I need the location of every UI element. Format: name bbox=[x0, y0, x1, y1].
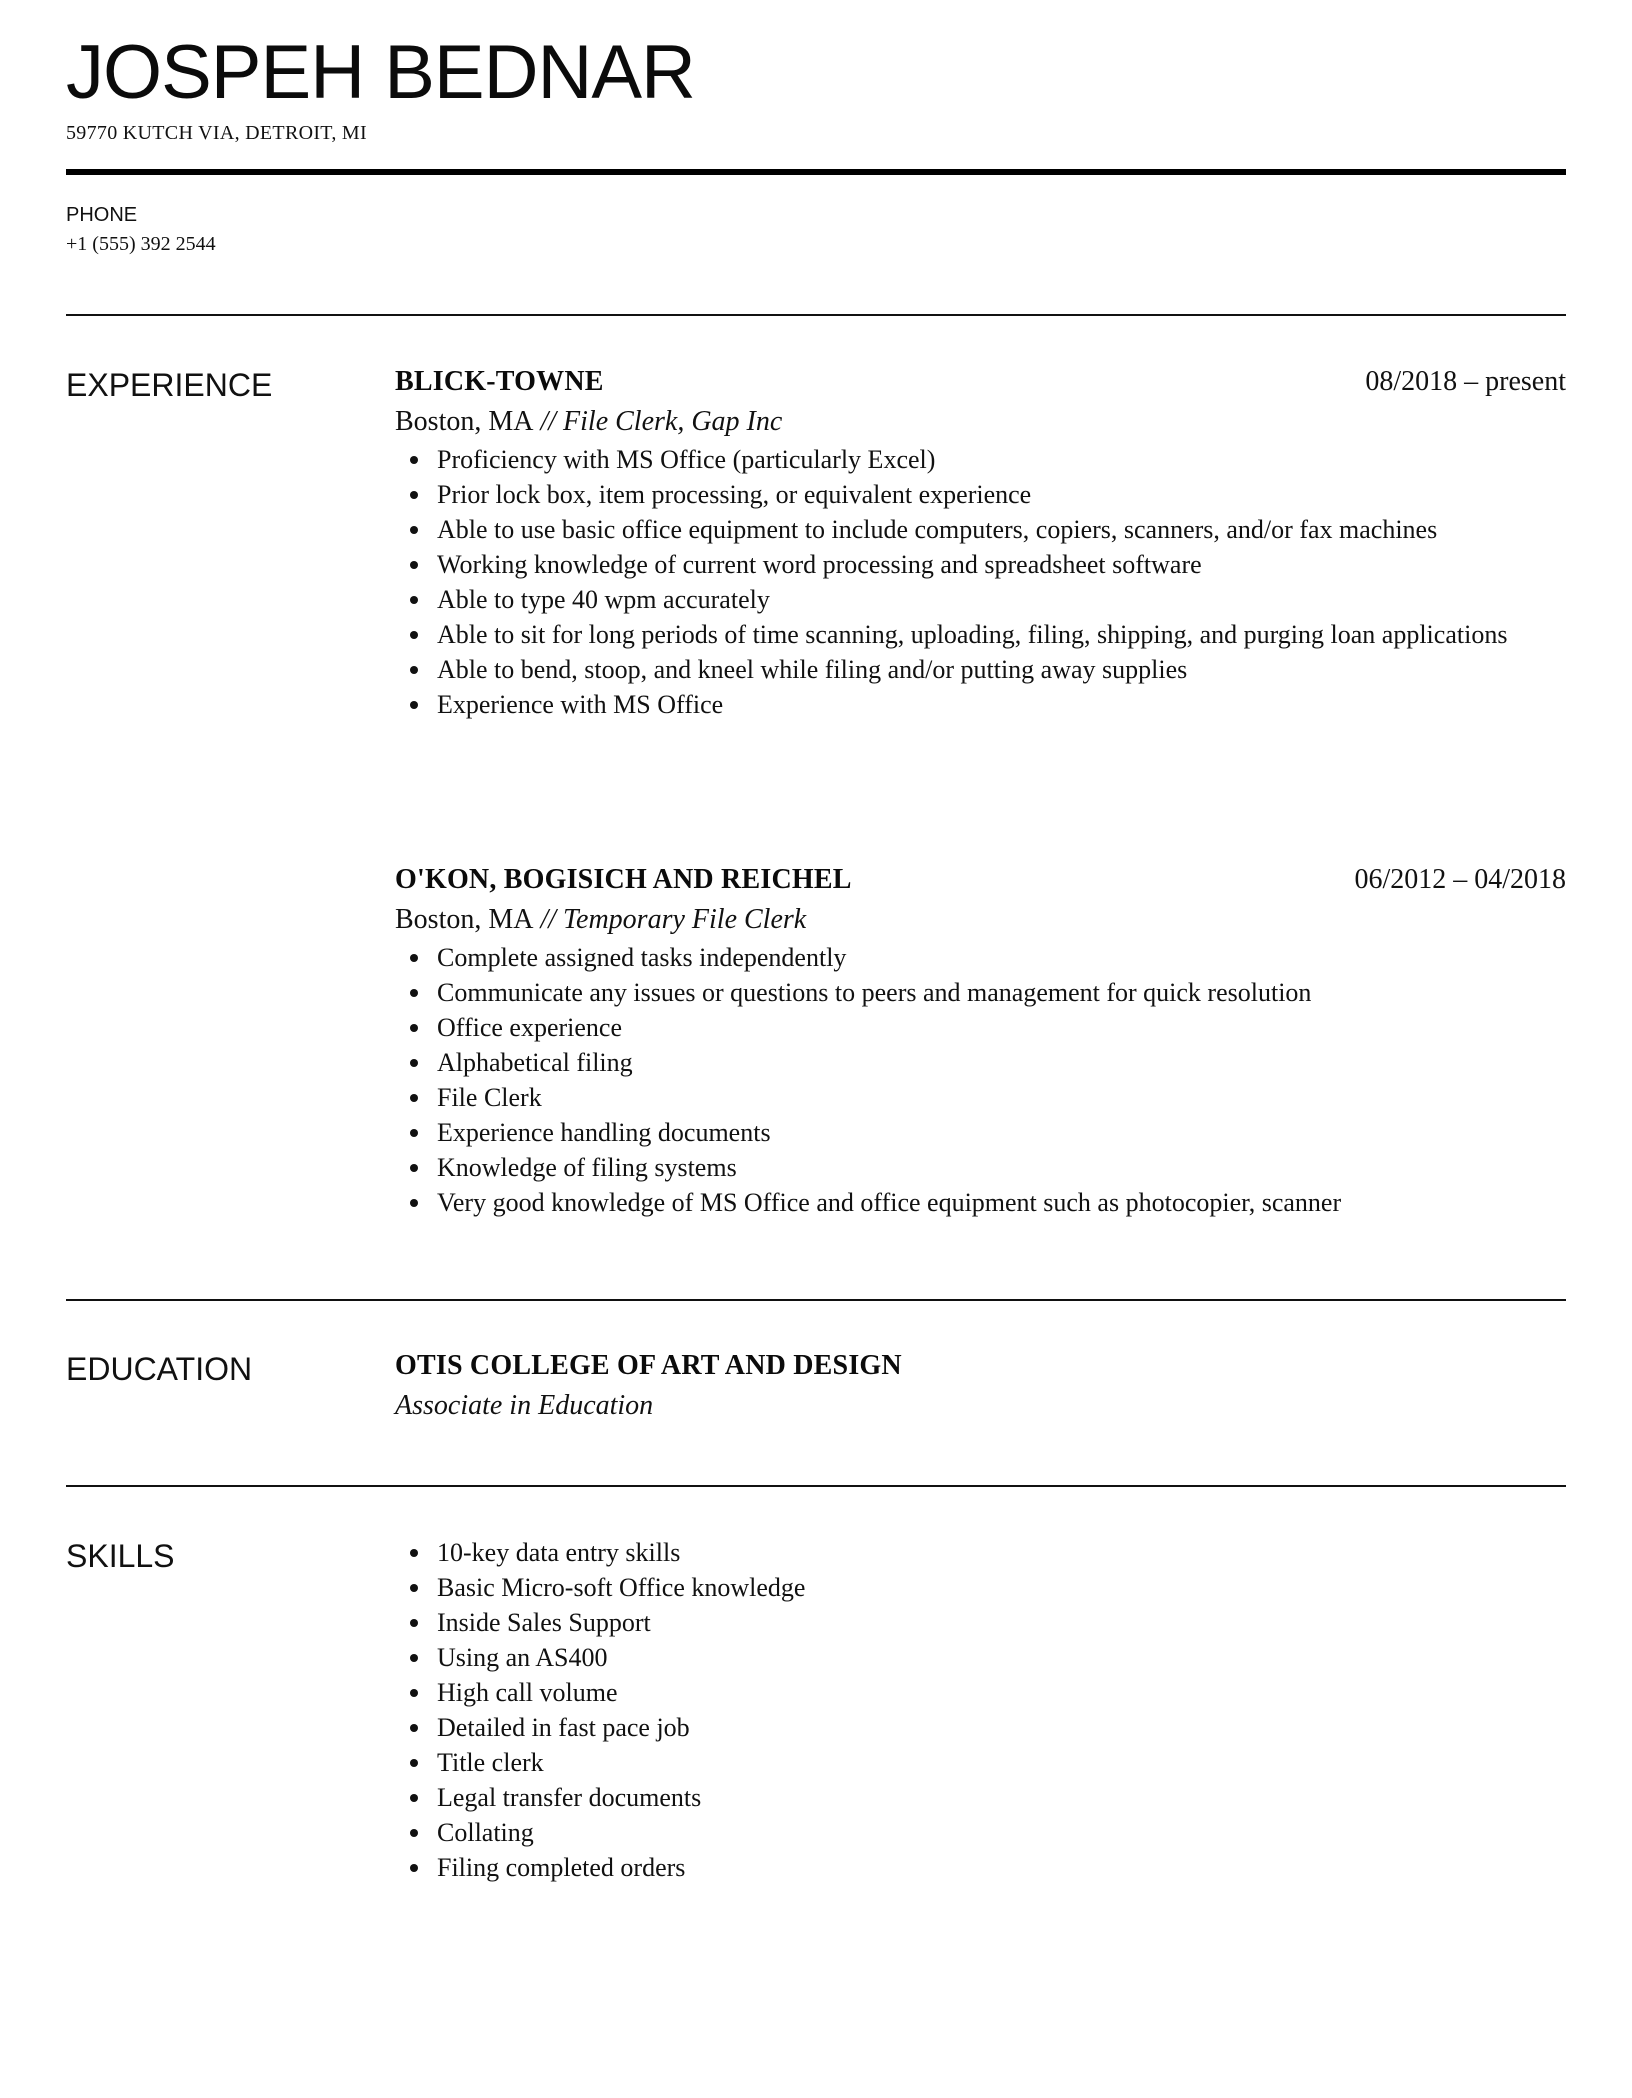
list-item: Detailed in fast pace job bbox=[395, 1710, 1597, 1745]
job-responsibilities bbox=[395, 940, 1566, 1220]
job-entry-2 bbox=[395, 860, 1566, 1220]
list-item: Basic Micro-soft Office knowledge bbox=[395, 1570, 1597, 1605]
bullet-icon bbox=[410, 1759, 418, 1767]
list-item: File Clerk bbox=[395, 1080, 1597, 1115]
bullet-icon bbox=[410, 456, 418, 464]
header-divider bbox=[66, 169, 1566, 175]
bullet-icon bbox=[410, 1024, 418, 1032]
bullet-icon bbox=[410, 1829, 418, 1837]
bullet-icon bbox=[410, 1164, 418, 1172]
bullet-icon bbox=[410, 1549, 418, 1557]
job-dates: 06/2012 – 04/2018 bbox=[1354, 864, 1566, 895]
job-location: Boston, MA bbox=[395, 904, 534, 935]
job-separator: // bbox=[533, 406, 564, 437]
bullet-icon bbox=[410, 701, 418, 709]
bullet-icon bbox=[410, 954, 418, 962]
job-location-title bbox=[395, 900, 1566, 940]
list-item: Complete assigned tasks independently bbox=[395, 940, 1597, 975]
job-responsibilities bbox=[395, 442, 1566, 722]
list-item: Knowledge of filing systems bbox=[395, 1150, 1597, 1185]
job-separator: // bbox=[533, 904, 564, 935]
company-name: BLICK-TOWNE bbox=[395, 366, 604, 397]
bullet-icon bbox=[410, 1724, 418, 1732]
list-item: 10-key data entry skills bbox=[395, 1535, 1597, 1570]
list-item: Collating bbox=[395, 1815, 1597, 1850]
list-item: Proficiency with MS Office (particularly Excel) bbox=[395, 442, 1597, 477]
job-title: File Clerk, Gap Inc bbox=[563, 406, 783, 437]
skills-list bbox=[395, 1535, 1566, 1885]
job-dates: 08/2018 – present bbox=[1365, 366, 1566, 397]
bullet-icon bbox=[410, 1094, 418, 1102]
education-heading: EDUCATION bbox=[66, 1351, 253, 1387]
phone-label: PHONE bbox=[66, 204, 138, 226]
list-item: Legal transfer documents bbox=[395, 1780, 1597, 1815]
bullet-icon bbox=[410, 631, 418, 639]
bullet-icon bbox=[410, 1864, 418, 1872]
list-item: Prior lock box, item processing, or equivalent experience bbox=[395, 477, 1597, 512]
company-name: O'KON, BOGISICH AND REICHEL bbox=[395, 864, 852, 895]
bullet-icon bbox=[410, 491, 418, 499]
candidate-name: JOSPEH BEDNAR bbox=[66, 30, 695, 115]
candidate-address: 59770 KUTCH VIA, DETROIT, MI bbox=[66, 122, 367, 144]
skills-heading: SKILLS bbox=[66, 1538, 175, 1574]
list-item: Experience with MS Office bbox=[395, 687, 1597, 722]
list-item: Experience handling documents bbox=[395, 1115, 1597, 1150]
job-entry-1 bbox=[395, 362, 1566, 722]
bullet-icon bbox=[410, 1129, 418, 1137]
bullet-icon bbox=[410, 561, 418, 569]
list-item: Filing completed orders bbox=[395, 1850, 1597, 1885]
skills-entry bbox=[395, 1535, 1566, 1885]
section-divider-skills bbox=[66, 1485, 1566, 1487]
bullet-icon bbox=[410, 666, 418, 674]
bullet-icon bbox=[410, 989, 418, 997]
bullet-icon bbox=[410, 1199, 418, 1207]
bullet-icon bbox=[410, 1654, 418, 1662]
list-item: Using an AS400 bbox=[395, 1640, 1597, 1675]
job-title: Temporary File Clerk bbox=[563, 904, 807, 935]
list-item: Able to type 40 wpm accurately bbox=[395, 582, 1597, 617]
list-item: Very good knowledge of MS Office and office equipment such as photocopier, scanner bbox=[395, 1185, 1597, 1220]
education-entry bbox=[395, 1346, 1566, 1426]
list-item: Working knowledge of current word processing and spreadsheet software bbox=[395, 547, 1597, 582]
bullet-icon bbox=[410, 1794, 418, 1802]
list-item: Office experience bbox=[395, 1010, 1597, 1045]
bullet-icon bbox=[410, 1619, 418, 1627]
list-item: Able to bend, stoop, and kneel while filing and/or putting away supplies bbox=[395, 652, 1597, 687]
experience-heading: EXPERIENCE bbox=[66, 367, 273, 403]
list-item: Alphabetical filing bbox=[395, 1045, 1597, 1080]
phone-number: +1 (555) 392 2544 bbox=[66, 233, 216, 255]
degree: Associate in Education bbox=[395, 1390, 654, 1421]
bullet-icon bbox=[410, 596, 418, 604]
list-item: High call volume bbox=[395, 1675, 1597, 1710]
bullet-icon bbox=[410, 1689, 418, 1697]
job-location: Boston, MA bbox=[395, 406, 534, 437]
bullet-icon bbox=[410, 1059, 418, 1067]
section-divider-experience bbox=[66, 314, 1566, 316]
list-item: Able to use basic office equipment to include computers, copiers, scanners, and/or fax machines bbox=[395, 512, 1597, 547]
list-item: Inside Sales Support bbox=[395, 1605, 1597, 1640]
bullet-icon bbox=[410, 1584, 418, 1592]
job-header bbox=[395, 362, 1566, 402]
list-item: Title clerk bbox=[395, 1745, 1597, 1780]
bullet-icon bbox=[410, 526, 418, 534]
list-item: Communicate any issues or questions to peers and management for quick resolution bbox=[395, 975, 1597, 1010]
school-name: OTIS COLLEGE OF ART AND DESIGN bbox=[395, 1350, 902, 1381]
job-location-title bbox=[395, 402, 1566, 442]
section-divider-education bbox=[66, 1299, 1566, 1301]
list-item: Able to sit for long periods of time scanning, uploading, filing, shipping, and purging loan applications bbox=[395, 617, 1597, 652]
job-header bbox=[395, 860, 1566, 900]
